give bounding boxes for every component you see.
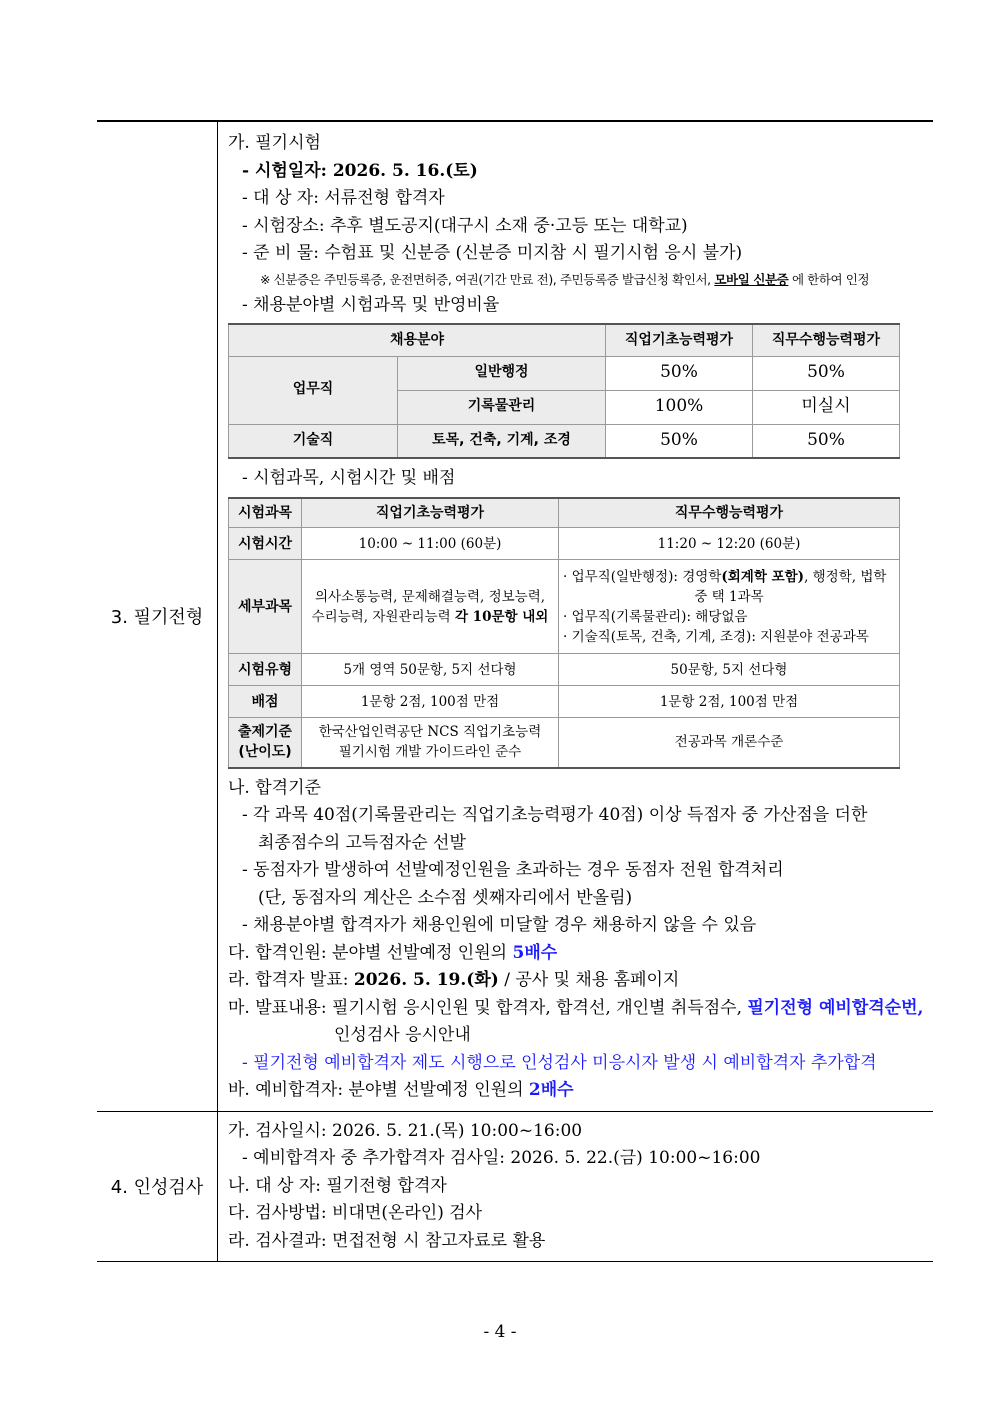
table-row — [229, 560, 900, 654]
reserve-note: - 필기전형 예비합격자 제도 시행으로 인성검사 미응시자 발생 시 예비합격자 추가합격 — [242, 1052, 877, 1073]
pass-criteria-2b: (단, 동점자의 계산은 소수점 셋째자리에서 반올림) — [258, 887, 633, 908]
reserve-count: 바. 예비합격자: 분야별 선발예정 인원의 2배수 — [228, 1080, 574, 1100]
table-cell: 배점 — [229, 686, 302, 718]
pass-criteria-title: 나. 합격기준 — [228, 777, 321, 798]
subject-table — [228, 497, 900, 769]
table-cell: 100% — [606, 390, 753, 424]
table-row — [229, 654, 900, 686]
id-note: ※ 신분증은 주민등록증, 운전면허증, 여권(기간 만료 전), 주민등록증 발급신청 확인서, 모바일 신분증 에 한하여 인정 — [260, 271, 870, 287]
table-cell: 출제기준 (난이도) — [229, 718, 302, 768]
table-cell: 50문항, 5지 선다형 — [559, 654, 900, 686]
table-row — [229, 528, 900, 560]
pass-criteria-3: - 채용분야별 합격자가 채용인원에 미달할 경우 채용하지 않을 수 있음 — [242, 915, 757, 935]
section-content — [218, 121, 934, 1111]
exam-prep: - 준 비 물: 수험표 및 신분증 (신분증 미지참 시 필기시험 응시 불가) — [242, 243, 743, 263]
exam-target: - 대 상 자: 서류전형 합격자 — [242, 188, 445, 208]
pass-criteria-2: - 동점자가 발생하여 선발예정인원을 초과하는 경우 동점자 전원 합격처리 — [242, 860, 784, 880]
table-cell: 시험시간 — [229, 528, 302, 560]
table-cell: · 업무직(일반행정): 경영학(회계학 포함), 행정학, 법학 중 택 1과목 · 업무직(기록물관리): 해당없음 · 기술직(토목, 건축, 기계, 조경): 지원분야 전공과목 — [559, 560, 900, 654]
table-cell: 의사소통능력, 문제해결능력, 정보능력, 수리능력, 자원관리능력 각 10문항 내외 — [302, 560, 559, 654]
pass-count: 다. 합격인원: 분야별 선발예정 인원의 5배수 — [228, 942, 558, 963]
table-row — [229, 498, 900, 528]
table-cell: 5개 영역 50문항, 5지 선다형 — [302, 654, 559, 686]
mobile-id-text: 모바일 신분증 — [714, 271, 789, 287]
announcement-content: 마. 발표내용: 필기시험 응시인원 및 합격자, 합격선, 개인별 취득점수, 필기전형 예비합격순번, — [228, 997, 924, 1018]
pass-criteria-1b: 최종점수의 고득점자순 선발 — [258, 832, 466, 853]
exam-date: - 시험일자: 2026. 5. 16.(토) — [242, 160, 478, 181]
test-method: 다. 검사방법: 비대면(온라인) 검사 — [228, 1203, 483, 1223]
ratio-title: - 채용분야별 시험과목 및 반영비율 — [242, 294, 500, 315]
section-label: 3. 필기전형 — [97, 121, 218, 1111]
table-cell: 10:00 ~ 11:00 (60분) — [302, 528, 559, 560]
table-cell: 시험유형 — [229, 654, 302, 686]
section-written-exam — [97, 121, 933, 1111]
test-date-sub: - 예비합격자 중 추가합격자 검사일: 2026. 5. 22.(금) 10:00~16:00 — [242, 1148, 761, 1168]
table-cell: 50% — [753, 424, 900, 458]
schedule-table — [97, 120, 933, 1262]
table-header: 직업기초능력평가 — [302, 498, 559, 528]
exam-place: - 시험장소: 추후 별도공지(대구시 소재 중·고등 또는 대학교) — [242, 215, 688, 236]
subsection-title: 가. 필기시험 — [228, 133, 321, 153]
table-row — [229, 356, 900, 390]
table-header: 직무수행능력평가 — [753, 324, 900, 356]
section-label: 4. 인성검사 — [97, 1111, 218, 1262]
test-target: 나. 대 상 자: 필기전형 합격자 — [228, 1175, 447, 1196]
table-cell: 50% — [606, 356, 753, 390]
table-cell: 토목, 건축, 기계, 조경 — [398, 424, 606, 458]
table-cell: 기술직 — [229, 424, 398, 458]
table-row — [229, 424, 900, 458]
table-cell: 1문항 2점, 100점 만점 — [302, 686, 559, 718]
table-row — [229, 718, 900, 768]
test-result: 라. 검사결과: 면접전형 시 참고자료로 활용 — [228, 1230, 546, 1251]
table-row — [229, 324, 900, 356]
table-cell: 세부과목 — [229, 560, 302, 654]
subject-title: - 시험과목, 시험시간 및 배점 — [242, 468, 456, 488]
table-cell: 한국산업인력공단 NCS 직업기초능력 필기시험 개발 가이드라인 준수 — [302, 718, 559, 768]
table-header: 직무수행능력평가 — [559, 498, 900, 528]
ratio-table — [228, 323, 900, 459]
section-content — [218, 1111, 934, 1262]
table-cell: 미실시 — [753, 390, 900, 424]
table-header: 직업기초능력평가 — [606, 324, 753, 356]
table-cell: 업무직 — [229, 356, 398, 424]
page-number: - 4 - — [483, 1322, 517, 1342]
table-cell: 전공과목 개론수준 — [559, 718, 900, 768]
announcement: 라. 합격자 발표: 2026. 5. 19.(화) / 공사 및 채용 홈페이지 — [228, 970, 680, 990]
table-cell: 1문항 2점, 100점 만점 — [559, 686, 900, 718]
table-header: 시험과목 — [229, 498, 302, 528]
pass-criteria-1: - 각 과목 40점(기록물관리는 직업기초능력평가 40점) 이상 득점자 중 가산점을 더한 — [242, 805, 868, 825]
table-header: 채용분야 — [229, 324, 606, 356]
table-row — [229, 686, 900, 718]
announcement-content-2: 인성검사 응시안내 — [334, 1025, 471, 1045]
table-cell: 50% — [753, 356, 900, 390]
test-date: 가. 검사일시: 2026. 5. 21.(목) 10:00~16:00 — [228, 1120, 583, 1141]
table-cell: 기록물관리 — [398, 390, 606, 424]
table-cell: 일반행정 — [398, 356, 606, 390]
section-personality-test — [97, 1111, 933, 1262]
table-cell: 11:20 ~ 12:20 (60분) — [559, 528, 900, 560]
table-cell: 50% — [606, 424, 753, 458]
